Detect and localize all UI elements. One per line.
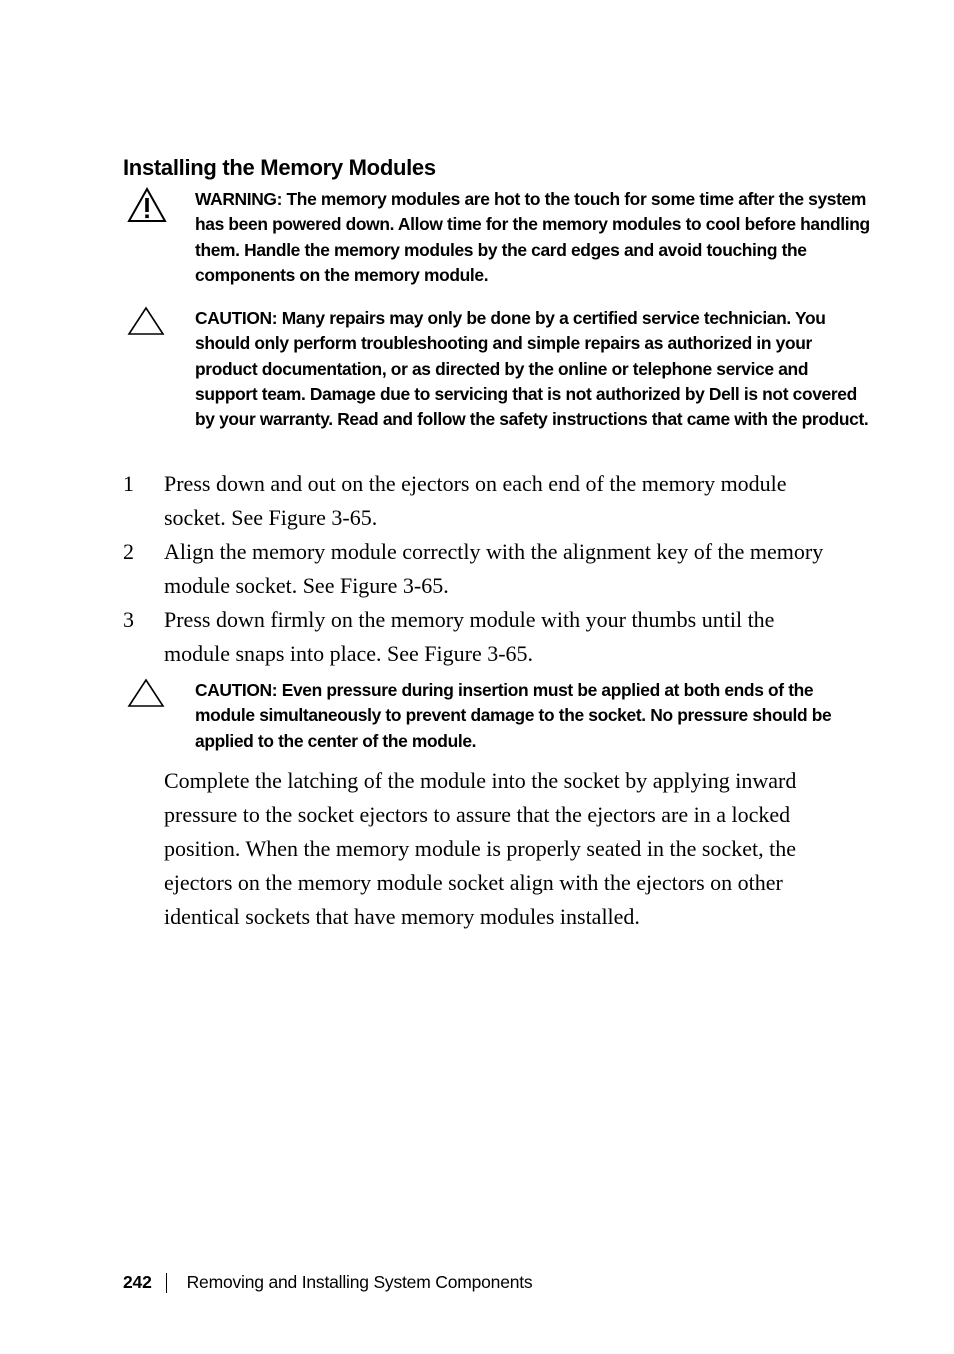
- step-number: 2: [123, 539, 134, 564]
- page-footer: [123, 1272, 532, 1293]
- step-text: Press down firmly on the memory module with your thumbs until the module snaps into place. See Figure 3-65.: [164, 607, 775, 666]
- caution-notice: [123, 306, 873, 461]
- warning-icon: [127, 187, 167, 228]
- steps-list: [123, 467, 843, 671]
- caution-notice: [123, 678, 873, 758]
- list-item: [123, 535, 843, 603]
- list-item: [123, 467, 843, 535]
- warning-notice: [123, 187, 873, 297]
- footer-section-title: Removing and Installing System Components: [186, 1272, 533, 1292]
- caution-icon: [127, 678, 165, 713]
- footer-divider: [166, 1273, 167, 1293]
- caution-icon: [127, 306, 165, 341]
- caution-text: CAUTION: Many repairs may only be done by a certified service technician. You should only perform troubleshooting and simple repairs as authorized in your product documentation, or as directed by the online or telephone service and support team. Damage due to servicing that is not authorized by Dell is not covered by your warranty. Read and follow the safety instructions that came with the product.: [195, 308, 869, 430]
- step-number: 3: [123, 607, 134, 632]
- body-paragraph: Complete the latching of the module into the socket by applying inward pressure to the socket ejectors to assure that the ejectors are in a locked position. When the memory module is properly seated in the socket, the ejectors on the memory module socket align with the ejectors on other identical sockets that have memory modules installed.: [164, 768, 797, 929]
- section-heading: Installing the Memory Modules: [123, 155, 436, 180]
- step-text: Align the memory module correctly with the alignment key of the memory module socket. See Figure 3-65.: [164, 539, 824, 598]
- page-number: 242: [123, 1272, 152, 1292]
- list-item: [123, 603, 843, 671]
- caution-text: CAUTION: Even pressure during insertion must be applied at both ends of the module simultaneously to prevent damage to the socket. No pressure should be applied to the center of the module.: [195, 680, 832, 751]
- step-number: 1: [123, 471, 134, 496]
- step-text: Press down and out on the ejectors on each end of the memory module socket. See Figure 3-65.: [164, 471, 787, 530]
- warning-text: WARNING: The memory modules are hot to the touch for some time after the system has been powered down. Allow time for the memory modules to cool before handling them. Handle the memory modules by the card edges and avoid touching the components on the memory module.: [195, 189, 870, 285]
